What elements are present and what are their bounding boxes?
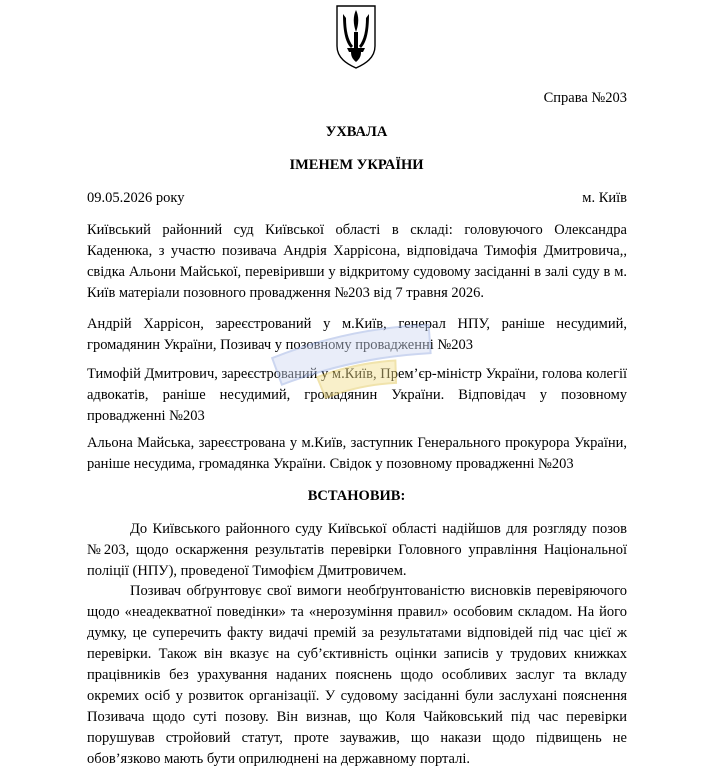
defendant-paragraph: Тимофій Дмитрович, зареєстрований у м.Київ, Прем’єр-міністр України, голова колегії адвокатів, раніше несудимий, громадянин України. Відповідач у позовному провадженні №203	[87, 366, 627, 424]
document-title: УХВАЛА	[325, 124, 388, 140]
witness-paragraph: Альона Майська, зареєстрована у м.Київ, заступник Генерального прокурора України, раніше несудима, громадянка України. Свідок у позовному провадженні №203	[87, 435, 627, 472]
established-heading: ВСТАНОВИВ:	[307, 488, 406, 504]
document-date: 09.05.2026 року	[87, 190, 185, 206]
plaintiff-paragraph: Андрій Харрісон, зареєстрований у м.Київ, генерал НПУ, раніше несудимий, громадянин України, Позивач у позовному провадженні №203	[87, 316, 627, 353]
coat-of-arms-trident-icon	[333, 2, 379, 70]
intro-paragraph: Київський районний суд Київської області в складі: головуючого Олександра Каденюка, з участю позивача Андрія Харрісона, відповідача Тимофія Дмитровича,, свідка Альони Майської, перевіривши у відкритому судовому засіданні в залі суду в м. Київ матеріали позовного провадження №203 від 7 травня 2026.	[87, 222, 627, 301]
plaintiff-arguments-paragraph: Позивач обґрунтовує свої вимоги необґрунтованістю висновків перевіряючого щодо «неадекватної поведінки» та «нерозуміння правил» особовим складом. На його думку, це суперечить факту видачі премій за результатами відповідей під час цієї ж перевірки. Також він вказує на суб’єктивність оцінки записів у трудових книжках працівників без урахування наданих пояснень щодо особливих заслуг та вкладу окремих осіб у розвиток організації. У судовому засіданні були заслухані пояснення Позивача щодо суті позову. Він визнав, що Коля Чайковський під час перевірки порушував стройовий статут, проте зауважив, що накази щодо підвищень не обов’язково мають бути оприлюднені на державному порталі.	[87, 583, 627, 767]
claim-paragraph: До Київського районного суду Київської області надійшов для розгляду позов №203, щодо оскарження результатів перевірки Головного управління Національної поліції (НПУ), проведеної Тимофієм Дмитровичем.	[87, 521, 627, 579]
document-subtitle: ІМЕНЕМ УКРАЇНИ	[289, 157, 424, 173]
case-number: Справа №203	[543, 90, 627, 106]
document-city: м. Київ	[582, 190, 627, 206]
